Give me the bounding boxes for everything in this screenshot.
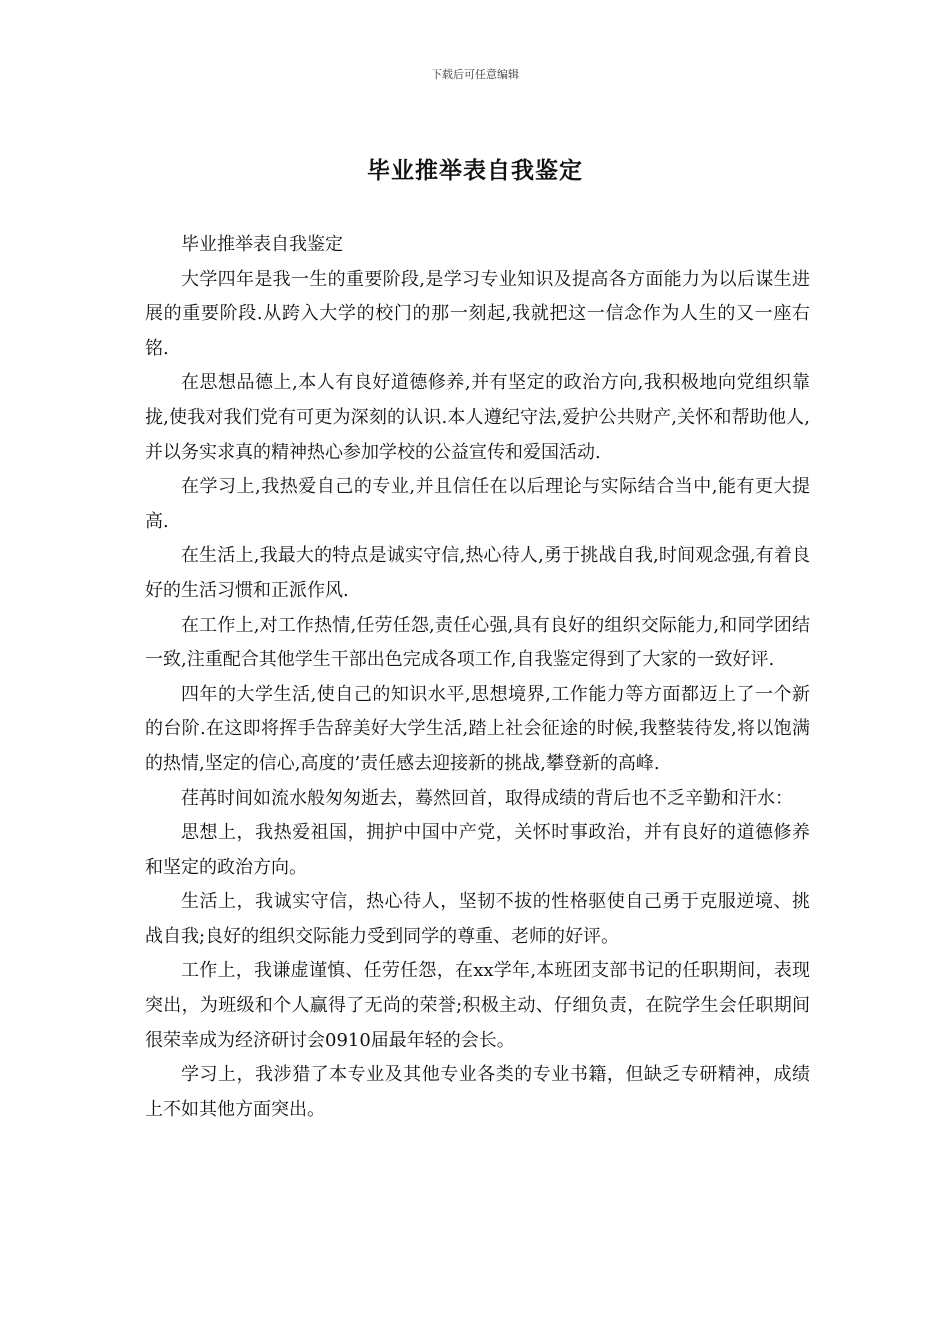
paragraph: 学习上，我涉猎了本专业及其他专业各类的专业书籍，但缺乏专研精神，成绩上不如其他方面突出。 — [145, 1064, 810, 1120]
paragraph: 荏苒时间如流水般匆匆逝去，蓦然回首，取得成绩的背后也不乏辛勤和汗水： — [181, 787, 793, 809]
paragraph: 在工作上,对工作热情,任劳任怨,责任心强,具有良好的组织交际能力,和同学团结一致,注重配合其他学生干部出色完成各项工作,自我鉴定得到了大家的一致好评. — [145, 614, 810, 671]
paragraph: 在学习上,我热爱自己的专业,并且信任在以后理论与实际结合当中,能有更大提高. — [145, 476, 810, 532]
paragraph: 生活上，我诚实守信，热心待人，坚韧不拔的性格驱使自己勇于克服逆境、挑战自我;良好的组织交际能力受到同学的尊重、老师的好评。 — [145, 891, 810, 947]
paragraph: 大学四年是我一生的重要阶段,是学习专业知识及提高各方面能力为以后谋生进展的重要阶段.从跨入大学的校门的那一刻起,我就把这一信念作为人生的又一座右铭. — [145, 268, 810, 359]
paragraph: 毕业推举表自我鉴定 — [181, 234, 343, 255]
document-body — [145, 228, 810, 1127]
paragraph: 在思想品德上,本人有良好道德修养,并有坚定的政治方向,我积极地向党组织靠拢,使我对我们党有可更为深刻的认识.本人遵纪守法,爱护公共财产,关怀和帮助他人,并以务实求真的精神热心参加学校的公益宣传和爱国活动. — [145, 372, 810, 463]
paragraph: 思想上，我热爱祖国，拥护中国中产党，关怀时事政治，并有良好的道德修养和坚定的政治方向。 — [145, 822, 810, 878]
page-header-note: 下载后可任意编辑 — [431, 68, 519, 81]
document-title: 毕业推举表自我鉴定 — [367, 157, 583, 184]
paragraph: 工作上，我谦虚谨慎、任劳任怨，在xx学年,本班团支部书记的任职期间，表现突出，为班级和个人赢得了无尚的荣誉;积极主动、仔细负责，在院学生会任职期间很荣幸成为经济研讨会0910届最年轻的会长。 — [145, 960, 810, 1051]
paragraph: 在生活上,我最大的特点是诚实守信,热心待人,勇于挑战自我,时间观念强,有着良好的生活习惯和正派作风. — [145, 545, 810, 601]
paragraph: 四年的大学生活,使自己的知识水平,思想境界,工作能力等方面都迈上了一个新的台阶.在这即将挥手告辞美好大学生活,踏上社会征途的时候,我整装待发,将以饱满的热情,坚定的信心,高度的’责任感去迎接新的挑战,攀登新的高峰. — [145, 683, 810, 774]
